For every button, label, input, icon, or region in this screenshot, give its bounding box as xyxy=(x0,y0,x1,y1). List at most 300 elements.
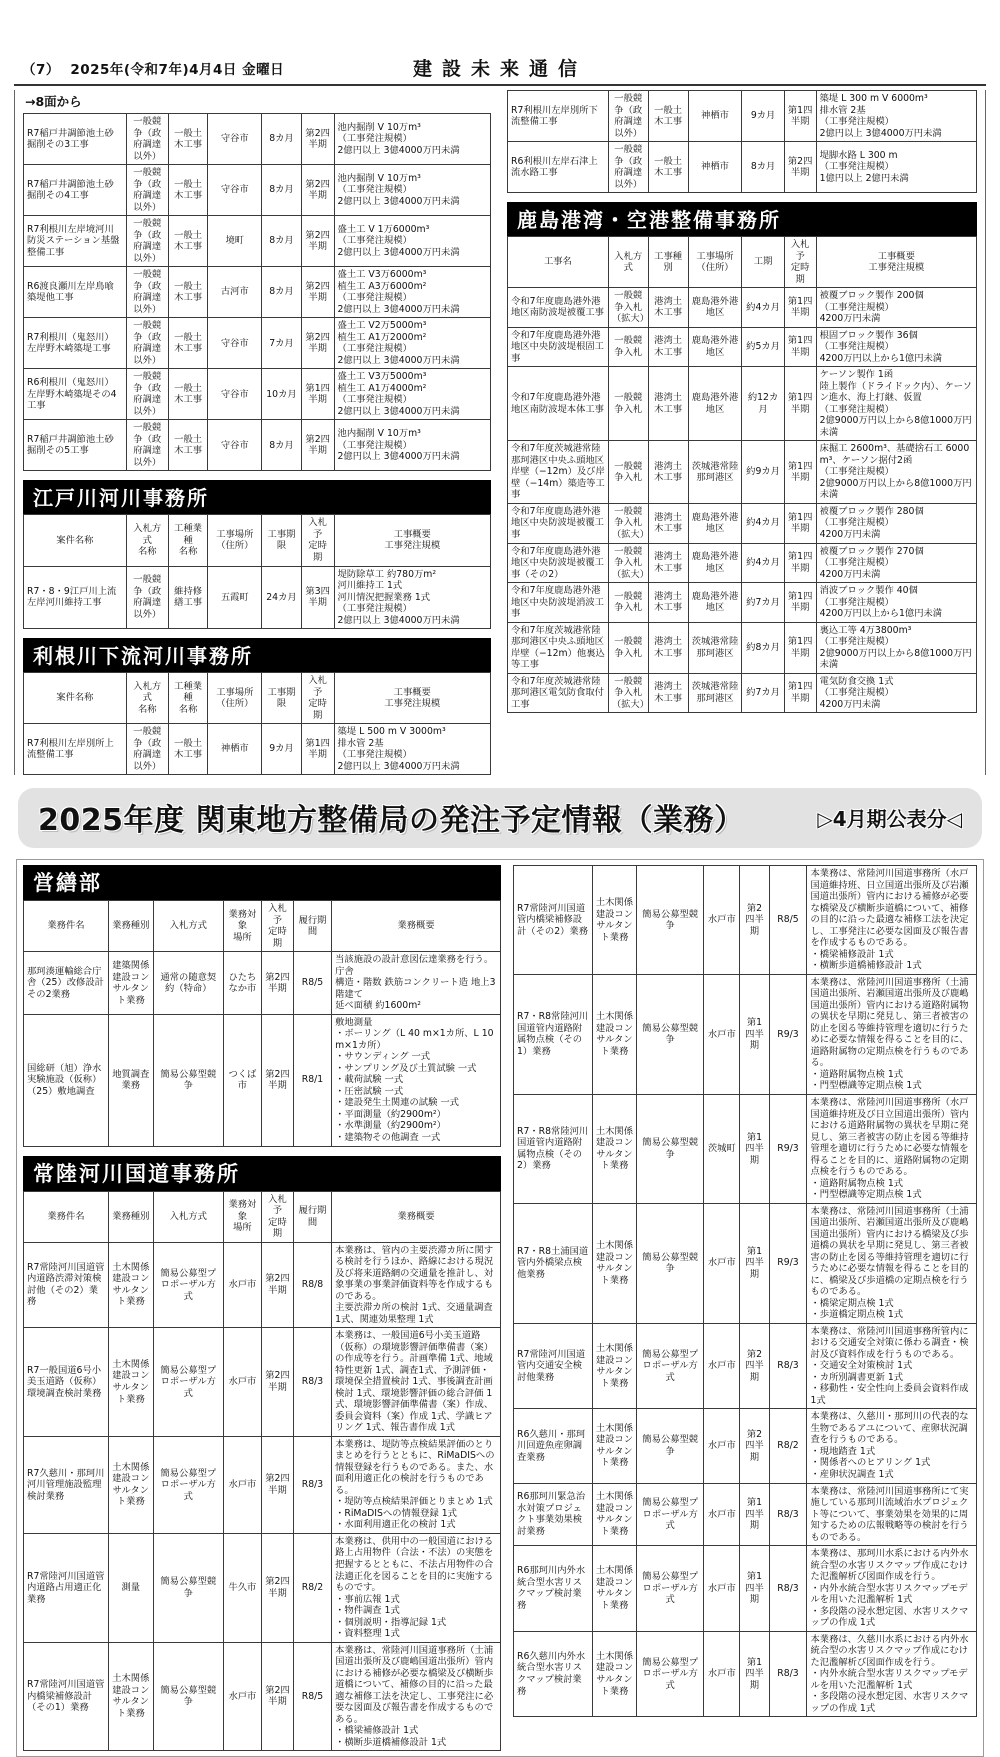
cell: R7一般国道6号小美玉道路（仮称）環境調査検討業務 xyxy=(24,1328,109,1437)
cell: 当該施設の設計意図伝達業務を行う。 庁舎 構造・階数 鉄筋コンクリート造 地上3階建て 延べ面積 約1600m² xyxy=(332,952,501,1015)
cell: 鹿島港外港地区 xyxy=(688,367,742,441)
table-row xyxy=(24,901,501,952)
page-number: （7） xyxy=(22,62,60,78)
cell: 水戸市 xyxy=(704,1323,740,1409)
cell: 一般競争入札 xyxy=(608,583,648,623)
cell: 約9カ月 xyxy=(742,441,784,504)
cell: 第1四半期 xyxy=(740,974,769,1094)
table-row xyxy=(24,566,491,629)
section-bar-kashima: 鹿島港湾・空港整備事務所 xyxy=(507,202,977,236)
cell: 一般土木工事 xyxy=(168,420,208,471)
cell: 第2四半期 xyxy=(261,1533,293,1642)
cell: 第2四半期 xyxy=(261,1242,293,1328)
cell: R8/5 xyxy=(293,952,331,1015)
cell: 一般競争入札（拡大） xyxy=(608,503,648,543)
cell: R6久慈川・那珂川回遊魚産卵調査業務 xyxy=(514,1409,593,1483)
cell: 一般競争（政府調達以外） xyxy=(608,142,648,193)
cell: 堤脚水路 L 300 m （工事発注規模） 1億円以上 2億円未満 xyxy=(816,142,976,193)
table-row xyxy=(24,369,491,420)
cell: 約4カ月 xyxy=(742,543,784,583)
cell: つくば市 xyxy=(223,1014,261,1146)
cell: 令和7年度鹿島港外港地区中央防波堤根固工事 xyxy=(508,327,609,367)
cell: R6那珂川内外水統合型水害リスクマップ検討業務 xyxy=(514,1546,593,1632)
table-row xyxy=(508,622,977,673)
table-row xyxy=(508,367,977,441)
cell: 築堤 L 300 m V 6000m³ 排水管 2基 （工事発注規模） 2億円以上 3億4000万円未満 xyxy=(816,91,976,142)
cell: R8/3 xyxy=(769,1546,807,1632)
cell: R6利根川左岸石津上流水路工事 xyxy=(508,142,609,193)
cell: R7・8・9江戸川上流左岸河川維持工事 xyxy=(24,566,127,629)
cell: 土木関係建設コンサルタント業務 xyxy=(108,1642,153,1751)
cell: ケーソン製作 1函 陸上製作（ドライドック内）、ケーソン進水、海上打継、仮置 （工事発注規模） 2億9000万円以上から8億1000万円未満 xyxy=(816,367,976,441)
cell: 港湾土木工事 xyxy=(648,543,688,583)
table-row xyxy=(514,1631,977,1717)
cell: 第1四半期 xyxy=(784,288,816,328)
cell: 水戸市 xyxy=(223,1642,261,1751)
cell: 令和7年度茨城港常陸那珂港区中央ふ頭地区岸壁（−12m）他裏込等工事 xyxy=(508,622,609,673)
cell: 盛土工 V3万5000m³ 植生工 A1万4000m² （工事発注規模） 2億円以上 3億4000万円未満 xyxy=(334,369,490,420)
cell: R6那珂川緊急治水対策プロジェクト事業効果検討業務 xyxy=(514,1483,593,1546)
cell: R7常陸河川国道管内交通安全検討他業務 xyxy=(514,1323,593,1409)
cell: 本業務は、供用中の一般国道における路上占用物件（合法・不法）の実態を把握するとともに、不法占用物件の合法適正化を図ることを目的に実施するものです。 ・事前広報 1式 ・物件調査 1式 ・個別説明・指導記録 1式 ・資料整理 1式 xyxy=(332,1533,501,1642)
cell: 水戸市 xyxy=(704,1203,740,1323)
cell: 維持修繕工事 xyxy=(168,566,208,629)
cell: 7カ月 xyxy=(262,318,302,369)
cell: R8/2 xyxy=(293,1533,331,1642)
cell: 港湾土木工事 xyxy=(648,673,688,713)
cell: 床掘工 2600m³、基礎捨石工 6000m³、ケーソン据付2函 （工事発注規模） 2億9000万円以上から8億1000万円未満 xyxy=(816,441,976,504)
cell: 第2四半期 xyxy=(784,142,816,193)
cell: 8カ月 xyxy=(262,267,302,318)
cell: R8/3 xyxy=(769,1631,807,1717)
cell: 本業務は、堤防等点検結果評価のとりまとめを行うとともに、RiMaDISへの情報登録を行うものである。また、水面利用適正化の検討を行うものである。 ・堤防等点検結果評価とりまとめ 1式 ・RiMaDISへの情報登録 1式 ・水面利用適正化の検討 1式 xyxy=(332,1436,501,1533)
cell: 鹿島港外港地区 xyxy=(688,503,742,543)
page-header xyxy=(14,52,986,84)
cell: 敷地測量 ・ボーリング（L 40 m×1カ所、L 10 m×1カ所） ・サウンディング 一式 ・サンプリング及び土質試験 一式 ・載荷試験 一式 ・圧密試験 一式 ・建設発生土関連の試験 一式 ・平面測量（約2900m²） ・水準測量（約2900m²） ・建築物その他調査 一式 xyxy=(332,1014,501,1146)
table-row xyxy=(24,114,491,165)
table-row xyxy=(514,866,977,975)
table-row xyxy=(24,515,491,566)
table-row xyxy=(508,583,977,623)
cell: 一般土木工事 xyxy=(168,267,208,318)
table-row xyxy=(508,673,977,713)
cell: 8カ月 xyxy=(262,165,302,216)
cell: ひたちなか市 xyxy=(223,952,261,1015)
column-header: 入札方式 xyxy=(608,237,648,288)
table-row xyxy=(514,1203,977,1323)
cell: 簡易公募型競争 xyxy=(637,1095,704,1204)
cell: 港湾土木工事 xyxy=(648,503,688,543)
construction-section xyxy=(14,90,986,775)
column-header: 業務種別 xyxy=(108,901,153,952)
cell: 一般競争入札（拡大） xyxy=(608,673,648,713)
hitachi-right-table xyxy=(513,865,977,1717)
cell: 本業務は、常陸河川国道事務所（水戸国道維持班及び日立国道出張所）管内における道路附属物の異状を早期に発見し、第三者被害の防止を図る等維持管理を適切に行うために必要な情報を得ることを目的に、道路附属物の定期点検を行うものである。 ・道路附属物点検 1式 ・門型標識等定期点検 1式 xyxy=(807,1095,977,1204)
cell: 第2四半期 xyxy=(740,866,769,975)
cell: 10カ月 xyxy=(262,369,302,420)
table-row xyxy=(514,1095,977,1204)
cell: 守谷市 xyxy=(208,369,262,420)
column-header: 工事場所 （住所） xyxy=(208,515,262,566)
cell: 約8カ月 xyxy=(742,622,784,673)
cell: 港湾土木工事 xyxy=(648,441,688,504)
cell: 第2四半期 xyxy=(301,216,334,267)
cell: 古河市 xyxy=(208,267,262,318)
cell: 簡易公募型競争 xyxy=(637,866,704,975)
cell: 茨城港常陸那珂港区 xyxy=(688,622,742,673)
cell: 水戸市 xyxy=(223,1328,261,1437)
table-row xyxy=(514,1546,977,1632)
cell: 簡易公募型競争 xyxy=(637,1203,704,1323)
cell: 被覆ブロック製作 270個 （工事発注規模） 4200万円未満 xyxy=(816,543,976,583)
table-row xyxy=(24,1328,501,1437)
cell: 第2四半期 xyxy=(301,114,334,165)
cell: 水戸市 xyxy=(223,1242,261,1328)
cell: 消波ブロック製作 40個 （工事発注規模） 4200万円以上から1億円未満 xyxy=(816,583,976,623)
cell: 池内掘削 V 10万m³ （工事発注規模） 2億円以上 3億4000万円未満 xyxy=(334,420,490,471)
column-header: 入札予 定時期 xyxy=(261,1191,293,1242)
cell: 土木関係建設コンサルタント業務 xyxy=(592,1483,636,1546)
cell: R7常陸河川国道管内道路渋滞対策検討他（その2）業務 xyxy=(24,1242,109,1328)
table-row xyxy=(24,318,491,369)
cell: 令和7年度茨城港常陸那珂港区電気防食取付工事 xyxy=(508,673,609,713)
column-header: 案件名称 xyxy=(24,673,127,724)
table-row xyxy=(514,1409,977,1483)
cell: 一般土木工事 xyxy=(168,318,208,369)
cell: 盛土工 V2万5000m³ 植生工 A1万2000m² （工事発注規模） 2億円以上 3億4000万円未満 xyxy=(334,318,490,369)
column-header: 入札方式 名称 xyxy=(126,515,168,566)
column-header: 工事名 xyxy=(508,237,609,288)
column-header: 業務概要 xyxy=(332,1191,501,1242)
table-row xyxy=(24,1642,501,1751)
cell: 築堤 L 500 m V 3000m³ 排水管 2基 （工事発注規模） 2億円以上 3億4000万円未満 xyxy=(334,724,490,775)
cell: R7利根川左岸別所上流整備工事 xyxy=(24,724,127,775)
cell: R7稲戸井調節池土砂掘削その4工事 xyxy=(24,165,127,216)
cell: 土木関係建設コンサルタント業務 xyxy=(592,1409,636,1483)
cell: 本業務は、常陸河川国道事務所（土浦国道出張所、岩瀬国道出張所及び鹿嶋国道出張所）管内における橋梁及び歩道橋の異状を早期に発見し、第三者被害の防止を図る等維持管理を適切に行うために必要な情報を得ることを目的に、橋梁及び歩道橋の定期点検を行うものである。 ・橋梁定期点検 1式 ・歩道橋定期点検 1式 xyxy=(807,1203,977,1323)
cell: 第2四半期 xyxy=(301,165,334,216)
cell: 8カ月 xyxy=(262,420,302,471)
cell: 土木関係建設コンサルタント業務 xyxy=(592,1546,636,1632)
column-header: 工事場所 （住所） xyxy=(208,673,262,724)
cell: 水戸市 xyxy=(704,1546,740,1632)
cell: 港湾土木工事 xyxy=(648,288,688,328)
tonegawa-upper-continuation-table xyxy=(23,113,491,471)
cell: 令和7年度鹿島港外港地区中央防波堤被覆工事（その2） xyxy=(508,543,609,583)
cell: 一般競争入札 xyxy=(608,441,648,504)
cell: 約5カ月 xyxy=(742,327,784,367)
cell: 被覆ブロック製作 280個 （工事発注規模） 4200万円未満 xyxy=(816,503,976,543)
table-row xyxy=(514,1323,977,1409)
cell: 一般競争入札（拡大） xyxy=(608,288,648,328)
cell: 国総研（旭）浄水実験施設（仮称）（25）敷地調査 xyxy=(24,1014,109,1146)
cell: 茨城港常陸那珂港区 xyxy=(688,441,742,504)
cell: 土木関係建設コンサルタント業務 xyxy=(592,1203,636,1323)
table-row xyxy=(508,503,977,543)
column-header: 履行期間 xyxy=(293,901,331,952)
cell: 水戸市 xyxy=(704,1409,740,1483)
column-header: 工事種別 xyxy=(648,237,688,288)
kashima-table xyxy=(507,236,977,713)
cell: R8/3 xyxy=(293,1328,331,1437)
cell: 盛土工 V 1万6000m³ （工事発注規模） 2億円以上 3億4000万円未満 xyxy=(334,216,490,267)
cell: 第1四半期 xyxy=(740,1483,769,1546)
column-header: 工種業種 名称 xyxy=(168,673,208,724)
cell: 一般土木工事 xyxy=(168,724,208,775)
cell: 一般競争（政府調達以外） xyxy=(126,566,168,629)
cell: 本業務は、管内の主要渋滞カ所に関する検討を行うほか、路線における現況及び将来道路網の交通量を推計し、対象事業の事業評価資料等を作成するものである。 主要渋滞カ所の検討 1式、交通量調査 1式、関連効果整理 1式 xyxy=(332,1242,501,1328)
cell: 第1四半期 xyxy=(784,503,816,543)
cell: 第1四半期 xyxy=(784,441,816,504)
cell: R7利根川左岸境河川防災ステーション基盤整備工事 xyxy=(24,216,127,267)
cell: R9/3 xyxy=(769,1095,807,1204)
cell: 土木関係建設コンサルタント業務 xyxy=(592,974,636,1094)
cell: 盛土工 V3万6000m³ 植生工 A3万6000m² （工事発注規模） 2億円以上 3億4000万円未満 xyxy=(334,267,490,318)
cell: 第3四半期 xyxy=(301,566,334,629)
cell: 簡易公募型プロポーザル方式 xyxy=(153,1328,223,1437)
cell: 簡易公募型競争 xyxy=(637,1409,704,1483)
cell: 令和7年度茨城港常陸那珂港区中央ふ頭地区岸壁（−12m）及び岸壁（−14m）築造等工事 xyxy=(508,441,609,504)
cell: 8カ月 xyxy=(742,142,784,193)
cell: 簡易公募型プロポーザル方式 xyxy=(637,1483,704,1546)
cell: 簡易公募型競争 xyxy=(153,1533,223,1642)
cell: 池内掘削 V 10万m³ （工事発注規模） 2億円以上 3億4000万円未満 xyxy=(334,114,490,165)
announcement-banner xyxy=(18,788,982,848)
cell: 第1四半期 xyxy=(740,1546,769,1632)
cell: 通常の随意契約（特命） xyxy=(153,952,223,1015)
masthead-title: 建設未来通信 xyxy=(412,58,587,80)
cell: 一般競争（政府調達以外） xyxy=(126,369,168,420)
cell: 9カ月 xyxy=(742,91,784,142)
cell: 水戸市 xyxy=(704,1483,740,1546)
cell: 第2四半期 xyxy=(261,1014,293,1146)
cell: 測量 xyxy=(108,1533,153,1642)
cell: 茨城港常陸那珂港区 xyxy=(688,673,742,713)
cell: 鹿島港外港地区 xyxy=(688,543,742,583)
column-header: 業務対象 場所 xyxy=(223,1191,261,1242)
column-header: 工事概要 工事発注規模 xyxy=(334,673,490,724)
cell: R7稲戸井調節池土砂掘削その5工事 xyxy=(24,420,127,471)
cell: 第2四半期 xyxy=(261,1328,293,1437)
column-header: 入札方式 xyxy=(153,901,223,952)
section-bar-eizenbu: 営繕部 xyxy=(23,865,501,900)
section-bar-tonegawa-karyu: 利根川下流河川事務所 xyxy=(23,638,491,672)
continuation-note: →8面から xyxy=(25,94,82,109)
cell: 土木関係建設コンサルタント業務 xyxy=(592,1631,636,1717)
cell: 約4カ月 xyxy=(742,288,784,328)
table-row xyxy=(508,237,977,288)
cell: 土木関係建設コンサルタント業務 xyxy=(108,1242,153,1328)
cell: 簡易公募型プロポーザル方式 xyxy=(637,1631,704,1717)
cell: 本業務は、常陸河川国道事務所（土浦国道出張所、岩瀬国道出張所及び鹿嶋国道出張所）管内における道路附属物の異状を早期に発見し、第三者被害の防止を図る等維持管理を適切に行うために必要な情報を得ることを目的に、道路附属物の定期点検を行うものである。 ・道路附属物点検 1式 ・門型標識等定期点検 1式 xyxy=(807,974,977,1094)
cell: R8/3 xyxy=(293,1436,331,1533)
cell: 一般競争入札 xyxy=(608,367,648,441)
table-row xyxy=(24,420,491,471)
column-header: 入札予 定時期 xyxy=(261,901,293,952)
cell: R8/3 xyxy=(769,1483,807,1546)
column-header: 業務件名 xyxy=(24,1191,109,1242)
column-header: 入札方式 名称 xyxy=(126,673,168,724)
table-row xyxy=(24,1242,501,1328)
cell: 水戸市 xyxy=(704,866,740,975)
table-row xyxy=(508,543,977,583)
column-header: 履行期間 xyxy=(293,1191,331,1242)
cell: 土木関係建設コンサルタント業務 xyxy=(108,1436,153,1533)
cell: 一般競争（政府調達以外） xyxy=(126,420,168,471)
cell: 一般土木工事 xyxy=(168,216,208,267)
left-column xyxy=(23,90,491,775)
business-left-column xyxy=(23,865,501,1751)
cell: R8/2 xyxy=(769,1409,807,1483)
table-row xyxy=(24,1191,501,1242)
cell: R7・R8土浦国道管内外橋梁点検他業務 xyxy=(514,1203,593,1323)
column-header: 入札方式 xyxy=(153,1191,223,1242)
cell: 鹿島港外港地区 xyxy=(688,327,742,367)
cell: 第1四半期 xyxy=(740,1203,769,1323)
column-header: 工期 xyxy=(742,237,784,288)
cell: 8カ月 xyxy=(262,216,302,267)
cell: 一般土木工事 xyxy=(168,369,208,420)
cell: 守谷市 xyxy=(208,114,262,165)
cell: 第1四半期 xyxy=(301,724,334,775)
column-header: 入札予 定時期 xyxy=(784,237,816,288)
cell: R7・R8常陸河川国道管内道路附属物点検（その1）業務 xyxy=(514,974,593,1094)
cell: 令和7年度鹿島港外港地区南防波堤被覆工事 xyxy=(508,288,609,328)
right-column xyxy=(507,90,977,775)
cell: 水戸市 xyxy=(704,974,740,1094)
cell: 水戸市 xyxy=(223,1436,261,1533)
table-row xyxy=(24,724,491,775)
column-header: 業務概要 xyxy=(332,901,501,952)
column-header: 工事期限 xyxy=(262,673,302,724)
cell: 第2四半期 xyxy=(261,952,293,1015)
cell: 本業務は、一般国道6号小美玉道路（仮称）の環境影響評価準備書（案）の作成等を行う。計画準備 1式、地域特性更新 1式、調査1式、予測評価・環境保全措置検討 1式、事後調査計画検討 1式、環境影響評価の総合評価 1式、環境影響評価準備書（案）作成、委員会資料（案）作成 1式、学識ヒアリング 1式、報告書作成 1式 xyxy=(332,1328,501,1437)
table-row xyxy=(24,1014,501,1146)
cell: 第1四半期 xyxy=(784,543,816,583)
cell: 第1四半期 xyxy=(301,369,334,420)
cell: 建築関係建設コンサルタント業務 xyxy=(108,952,153,1015)
column-header: 入札予 定時期 xyxy=(301,673,334,724)
cell: 約7カ月 xyxy=(742,673,784,713)
cell: R8/3 xyxy=(769,1323,807,1409)
header-rule xyxy=(14,84,986,86)
cell: R8/1 xyxy=(293,1014,331,1146)
cell: 一般競争（政府調達以外） xyxy=(126,216,168,267)
cell: 裏込工等 4万3800m³ （工事発注規模） 2億9000万円以上から8億1000万円未満 xyxy=(816,622,976,673)
cell: 第1四半期 xyxy=(784,91,816,142)
cell: R7久慈川・那珂川河川管理施設監理検討業務 xyxy=(24,1436,109,1533)
cell: 約12カ月 xyxy=(742,367,784,441)
cell: R7利根川左岸別所下流整備工事 xyxy=(508,91,609,142)
business-right-column xyxy=(513,865,977,1751)
table-row xyxy=(508,327,977,367)
cell: 第1四半期 xyxy=(740,1095,769,1204)
cell: 一般競争（政府調達以外） xyxy=(608,91,648,142)
cell: 約7カ月 xyxy=(742,583,784,623)
cell: 一般競争入札 xyxy=(608,327,648,367)
cell: 茨城町 xyxy=(704,1095,740,1204)
cell: 港湾土木工事 xyxy=(648,622,688,673)
column-header: 工事概要 工事発注規模 xyxy=(816,237,976,288)
table-row xyxy=(24,267,491,318)
cell: R7利根川（鬼怒川）左岸野木崎築堤工事 xyxy=(24,318,127,369)
cell: 簡易公募型プロポーザル方式 xyxy=(637,1546,704,1632)
cell: 第1四半期 xyxy=(740,1631,769,1717)
cell: 簡易公募型プロポーザル方式 xyxy=(153,1242,223,1328)
table-row xyxy=(508,441,977,504)
cell: 牛久市 xyxy=(223,1533,261,1642)
column-header: 工事期限 xyxy=(262,515,302,566)
section-bar-edogawa: 江戸川河川事務所 xyxy=(23,480,491,514)
column-header: 工事概要 工事発注規模 xyxy=(334,515,490,566)
cell: 一般競争（政府調達以外） xyxy=(126,724,168,775)
table-row xyxy=(24,1436,501,1533)
cell: 本業務は、常陸河川国道事務所（土浦国道出張所及び鹿嶋国道出張所）管内における補修が必要な橋梁及び横断歩道橋について、補修の目的に沿った最適な補修工法を決定し、工事発注に必要な図面及び報告書を作成するものである。 ・橋梁補修設計 1式 ・横断歩道橋補修設計 1式 xyxy=(332,1642,501,1751)
cell: R7常陸河川国道管内橋梁補修設計（その1）業務 xyxy=(24,1642,109,1751)
cell: 池内掘削 V 10万m³ （工事発注規模） 2億円以上 3億4000万円未満 xyxy=(334,165,490,216)
cell: 本業務は、常陸河川国道事務所（水戸国道維持班、日立国道出張所及び岩瀬国道出張所）管内における補修が必要な橋梁及び横断歩道橋について、補修の目的に沿った最適な補修工法を決定し、工事発注に必要な図面及び報告書を作成するものである。 ・橋梁補修設計 1式 ・横断歩道橋補修設計 1式 xyxy=(807,866,977,975)
column-header: 工種業種 名称 xyxy=(168,515,208,566)
cell: R7・R8常陸河川国道管内道路附属物点検（その2）業務 xyxy=(514,1095,593,1204)
cell: 五霞町 xyxy=(208,566,262,629)
cell: 境町 xyxy=(208,216,262,267)
table-row xyxy=(508,91,977,142)
cell: 一般競争（政府調達以外） xyxy=(126,267,168,318)
cell: R6利根川（鬼怒川）左岸野木崎築堤その4工事 xyxy=(24,369,127,420)
cell: 一般土木工事 xyxy=(648,91,688,142)
column-header: 業務種別 xyxy=(108,1191,153,1242)
cell: 第2四半期 xyxy=(261,1642,293,1751)
cell: 土木関係建設コンサルタント業務 xyxy=(592,1095,636,1204)
cell: 一般土木工事 xyxy=(168,114,208,165)
table-row xyxy=(24,165,491,216)
eizenbu-table xyxy=(23,900,501,1146)
cell: 港湾土木工事 xyxy=(648,327,688,367)
table-row xyxy=(24,673,491,724)
cell: R8/8 xyxy=(293,1242,331,1328)
cell: 根固ブロック製作 36個 （工事発注規模） 4200万円以上から1億円未満 xyxy=(816,327,976,367)
cell: 一般競争入札（拡大） xyxy=(608,543,648,583)
banner-subtitle: ▷4月期公表分◁ xyxy=(817,806,962,831)
cell: 本業務は、久慈川・那珂川の代表的な生物であるアユについて、産卵状況調査を行うものである。 ・現地踏査 1式 ・関係者へのヒアリング 1式 ・産卵状況調査 1式 xyxy=(807,1409,977,1483)
tonegawa-karyu-continuation-table xyxy=(507,90,977,193)
cell: 簡易公募型競争 xyxy=(153,1014,223,1146)
column-header: 業務対象 場所 xyxy=(223,901,261,952)
cell: 神栖市 xyxy=(208,724,262,775)
cell: R9/3 xyxy=(769,974,807,1094)
section-bar-hitachi: 常陸河川国道事務所 xyxy=(23,1156,501,1191)
cell: 令和7年度鹿島港外港地区南防波堤本体工事 xyxy=(508,367,609,441)
cell: 守谷市 xyxy=(208,318,262,369)
cell: R9/3 xyxy=(769,1203,807,1323)
table-row xyxy=(514,974,977,1094)
cell: 一般競争（政府調達以外） xyxy=(126,318,168,369)
cell: R6渡良瀬川左岸鳥喰築堤他工事 xyxy=(24,267,127,318)
cell: 第2四半期 xyxy=(261,1436,293,1533)
cell: 第1四半期 xyxy=(784,327,816,367)
cell: 本業務は、常陸河川国道事務所管内における交通安全対策に係わる調査・検討及び資料作成を行うものである。 ・交通安全対策検討 1式 ・カ所別調書更新 1式 ・移動性・安全性向上委員会資料作成 1式 xyxy=(807,1323,977,1409)
cell: R6久慈川内外水統合型水害リスクマップ検討業務 xyxy=(514,1631,593,1717)
cell: 本業務は、常陸河川国道事務所にて実施している那珂川流域治水プロジェクト等について、事業効果を効果的に周知するための広報戦略等の検討を行うものである。 xyxy=(807,1483,977,1546)
cell: 24カ月 xyxy=(262,566,302,629)
cell: 令和7年度鹿島港外港地区中央防波堤被覆工事 xyxy=(508,503,609,543)
cell: 港湾土木工事 xyxy=(648,367,688,441)
hitachi-left-table xyxy=(23,1191,501,1752)
cell: 簡易公募型競争 xyxy=(153,1642,223,1751)
cell: R7常陸河川国道管内橋梁補修設計（その2）業務 xyxy=(514,866,593,975)
cell: 第2四半期 xyxy=(301,318,334,369)
cell: 第2四半期 xyxy=(740,1323,769,1409)
